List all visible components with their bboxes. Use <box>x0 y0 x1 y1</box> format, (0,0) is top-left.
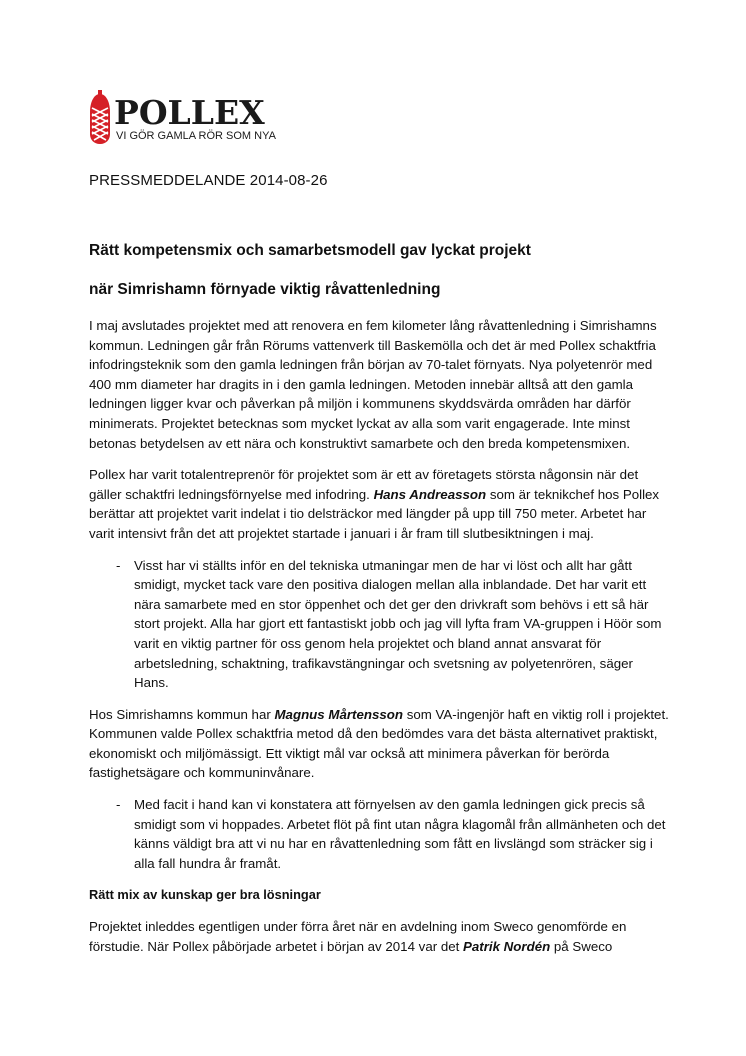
headline-line-1: Rätt kompetensmix och samarbetsmodell gav lyckat projekt <box>89 242 531 259</box>
bullet-dash: - <box>116 557 121 573</box>
section-subheading: Rätt mix av kunskap ger bra lösningar <box>89 887 321 903</box>
quote-bullet-magnus <box>89 795 669 873</box>
paragraph-contractor: Pollex har varit totalentreprenör för projektet som är ett av företagets största någonsin när det gäller schaktfri ledningsförnyelse med infodring. Hans Andreasson som är teknikchef hos Pollex berättar att projektet varit indelat i tio delsträckor med längder på upp till 750 meter. Arbetet har varit intensivt från det att projektet startade i januari i år fram till slutbesiktningen i maj. <box>89 467 660 541</box>
quote-text-magnus: Med facit i hand kan vi konstatera att förnyelsen av den gamla ledningen gick precis så smidigt som vi hoppades. Arbetet flöt på fint utan några klagomål från allmänheten och det känns väldigt bra att vi nu har en råvattenledning som fått en livslängd som sträcker sig i alla fall hundra år framåt. <box>134 797 666 871</box>
logo-tagline: VI GÖR GAMLA RÖR SOM NYA <box>116 130 276 142</box>
logo-brand: POLLEX <box>114 93 265 132</box>
pipe-brush-icon <box>90 90 110 144</box>
article-body <box>89 316 669 968</box>
quote-text-hans: Visst har vi ställts inför en del tekniska utmaningar men de har vi löst och allt har gått smidigt, mycket tack vare den positiva dialogen mellan alla inblandade. Det har varit ett nära samarbete med en stor öppenhet och det ger den drivkraft som behövs i ett så här stort projekt. Alla har gjort ett fantastiskt jobb och jag vill lyfta fram VA-gruppen i Höör som varit en viktig partner för oss genom hela projektet och bland annat ansvarat för arbetsledning, schaktning, trafikavstängningar och svetsning av polyetenrören, säger Hans. <box>134 557 662 691</box>
headline-line-2: när Simrishamn förnyade viktig råvattenledning <box>89 281 441 298</box>
bullet-dash: - <box>116 797 121 813</box>
paragraph-sweco: Projektet inleddes egentligen under förra året när en avdelning inom Sweco genomförde en förstudie. När Pollex påbörjade arbetet i början av 2014 var det Patrik Nordén på Sweco <box>89 919 627 954</box>
person-name-magnus: Magnus Mårtensson <box>274 706 404 722</box>
person-name-hans: Hans Andreasson <box>373 486 487 502</box>
pollex-logo <box>86 90 286 146</box>
person-name-patrik: Patrik Nordén <box>463 938 551 954</box>
paragraph-intro: I maj avslutades projektet med att renovera en fem kilometer lång råvattenledning i Simrishamns kommun. Ledningen går från Rörums vattenverk till Baskemölla och det är med Pollex schaktfria infodringsteknik som den gamla ledningen från början av 70-talet förnyats. Nya polyetenrör med 400 mm diameter har dragits in i den gamla ledningen. Metoden innebär alltså att den gamla ledningen ligger kvar och påverkan på miljön i kommunens skyddsvärda områden har därför minimerats. Projektet betecknas som mycket lyckat av alla som varit engagerade. Inte minst betonas betydelsen av ett nära och konstruktivt samarbete och den breda kompetensmixen. <box>89 318 657 451</box>
paragraph-municipality: Hos Simrishamns kommun har Magnus Mårtensson som VA-ingenjör haft en viktig roll i projektet. Kommunen valde Pollex schaktfria metod då den bedömdes vara det bästa alternativet praktiskt, ekonomiskt och miljömässigt. Ett viktigt mål var också att minimera påverkan för berörda fastighetsägare och kommuninvånare. <box>89 706 669 781</box>
quote-bullet-hans <box>89 556 669 693</box>
press-release-date: PRESSMEDDELANDE 2014-08-26 <box>89 172 328 189</box>
